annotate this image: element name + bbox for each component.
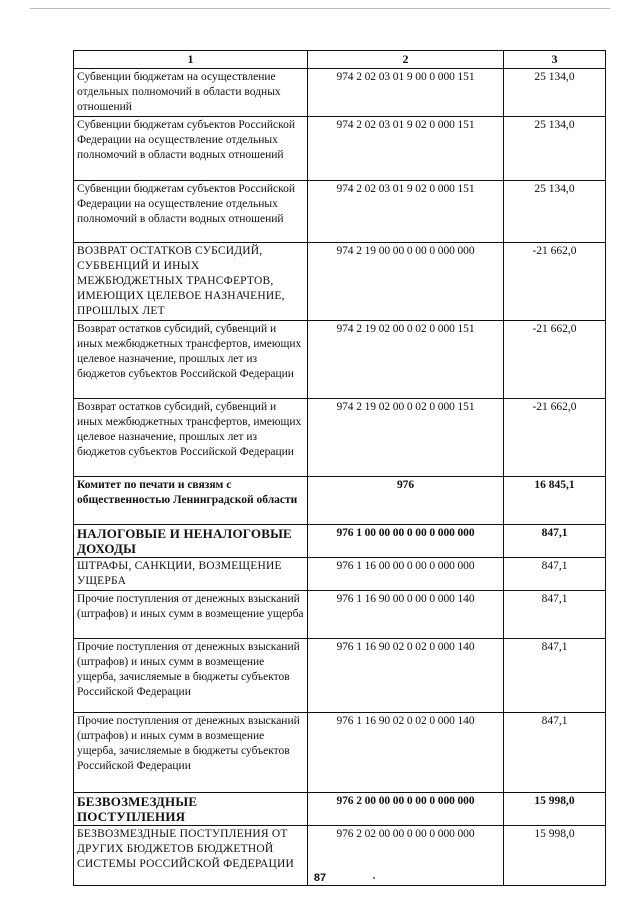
column-header-2: 2 <box>308 51 504 69</box>
table-row <box>74 477 606 525</box>
row-name: Возврат остатков субсидий, субвенций и иных межбюджетных трансфертов, имеющих целевое назначение, прошлых лет из бюджетов субъектов Российской Федерации <box>74 399 308 477</box>
row-amount: 16 845,1 <box>504 477 606 525</box>
row-code: 976 1 16 90 00 0 00 0 000 140 <box>308 591 504 639</box>
row-name: Субвенции бюджетам субъектов Российской Федерации на осуществление отдельных полномочий в области водных отношений <box>74 117 308 181</box>
row-name: Субвенции бюджетам на осуществление отдельных полномочий в области водных отношений <box>74 69 308 117</box>
row-name: Прочие поступления от денежных взысканий (штрафов) и иных сумм в возмещение ущерба <box>74 591 308 639</box>
row-amount: 847,1 <box>504 591 606 639</box>
row-code: 974 2 02 03 01 9 02 0 000 151 <box>308 117 504 181</box>
row-code: 976 1 00 00 00 0 00 0 000 000 <box>308 525 504 558</box>
row-amount: 847,1 <box>504 639 606 713</box>
table-row <box>74 181 606 243</box>
row-code: 974 2 19 02 00 0 02 0 000 151 <box>308 399 504 477</box>
row-amount: 15 998,0 <box>504 826 606 886</box>
row-amount: 25 134,0 <box>504 181 606 243</box>
table-row <box>74 243 606 321</box>
column-header-3: 3 <box>504 51 606 69</box>
row-name: Прочие поступления от денежных взысканий (штрафов) и иных сумм в возмещение ущерба, зачисляемые в бюджеты субъектов Российской Федерации <box>74 713 308 793</box>
table-row <box>74 321 606 399</box>
scan-speck <box>373 877 375 879</box>
table-row <box>74 793 606 826</box>
table-row <box>74 525 606 558</box>
row-name: БЕЗВОЗМЕЗДНЫЕ ПОСТУПЛЕНИЯ <box>74 793 308 826</box>
row-name: Возврат остатков субсидий, субвенций и иных межбюджетных трансфертов, имеющих целевое назначение, прошлых лет из бюджетов субъектов Российской Федерации <box>74 321 308 399</box>
row-code: 974 2 02 03 01 9 02 0 000 151 <box>308 181 504 243</box>
table-header-row <box>74 51 606 69</box>
row-amount: 847,1 <box>504 713 606 793</box>
row-code: 976 2 02 00 00 0 00 0 000 000 <box>308 826 504 886</box>
table-row <box>74 558 606 591</box>
table-row <box>74 399 606 477</box>
row-code: 976 1 16 90 02 0 02 0 000 140 <box>308 713 504 793</box>
row-amount: 25 134,0 <box>504 69 606 117</box>
page-number: 87 <box>313 872 327 884</box>
budget-revenue-table <box>73 50 606 886</box>
row-code: 974 2 02 03 01 9 00 0 000 151 <box>308 69 504 117</box>
row-name: ВОЗВРАТ ОСТАТКОВ СУБСИДИЙ, СУБВЕНЦИЙ И ИНЫХ МЕЖБЮДЖЕТНЫХ ТРАНСФЕРТОВ, ИМЕЮЩИХ ЦЕЛЕВОЕ НАЗНАЧЕНИЕ, ПРОШЛЫХ ЛЕТ <box>74 243 308 321</box>
row-name: ШТРАФЫ, САНКЦИИ, ВОЗМЕЩЕНИЕ УЩЕРБА <box>74 558 308 591</box>
table-row <box>74 713 606 793</box>
page-top-rule <box>30 8 610 9</box>
row-name: Прочие поступления от денежных взысканий (штрафов) и иных сумм в возмещение ущерба, зачисляемые в бюджеты субъектов Российской Федерации <box>74 639 308 713</box>
row-code: 976 2 00 00 00 0 00 0 000 000 <box>308 793 504 826</box>
row-amount: 25 134,0 <box>504 117 606 181</box>
row-amount: -21 662,0 <box>504 399 606 477</box>
row-amount: 847,1 <box>504 525 606 558</box>
table-row <box>74 639 606 713</box>
row-name: Субвенции бюджетам субъектов Российской Федерации на осуществление отдельных полномочий в области водных отношений <box>74 181 308 243</box>
row-name: Комитет по печати и связям с общественностью Ленинградской области <box>74 477 308 525</box>
table-row <box>74 117 606 181</box>
row-code: 976 1 16 00 00 0 00 0 000 000 <box>308 558 504 591</box>
row-amount: -21 662,0 <box>504 321 606 399</box>
column-header-1: 1 <box>74 51 308 69</box>
row-amount: 847,1 <box>504 558 606 591</box>
row-amount: 15 998,0 <box>504 793 606 826</box>
table-row <box>74 69 606 117</box>
row-code: 974 2 19 02 00 0 02 0 000 151 <box>308 321 504 399</box>
row-amount: -21 662,0 <box>504 243 606 321</box>
row-code: 976 <box>308 477 504 525</box>
row-name: БЕЗВОЗМЕЗДНЫЕ ПОСТУПЛЕНИЯ ОТ ДРУГИХ БЮДЖЕТОВ БЮДЖЕТНОЙ СИСТЕМЫ РОССИЙСКОЙ ФЕДЕРАЦИИ <box>74 826 308 886</box>
row-name: НАЛОГОВЫЕ И НЕНАЛОГОВЫЕ ДОХОДЫ <box>74 525 308 558</box>
row-code: 974 2 19 00 00 0 00 0 000 000 <box>308 243 504 321</box>
table-row <box>74 591 606 639</box>
row-code: 976 1 16 90 02 0 02 0 000 140 <box>308 639 504 713</box>
